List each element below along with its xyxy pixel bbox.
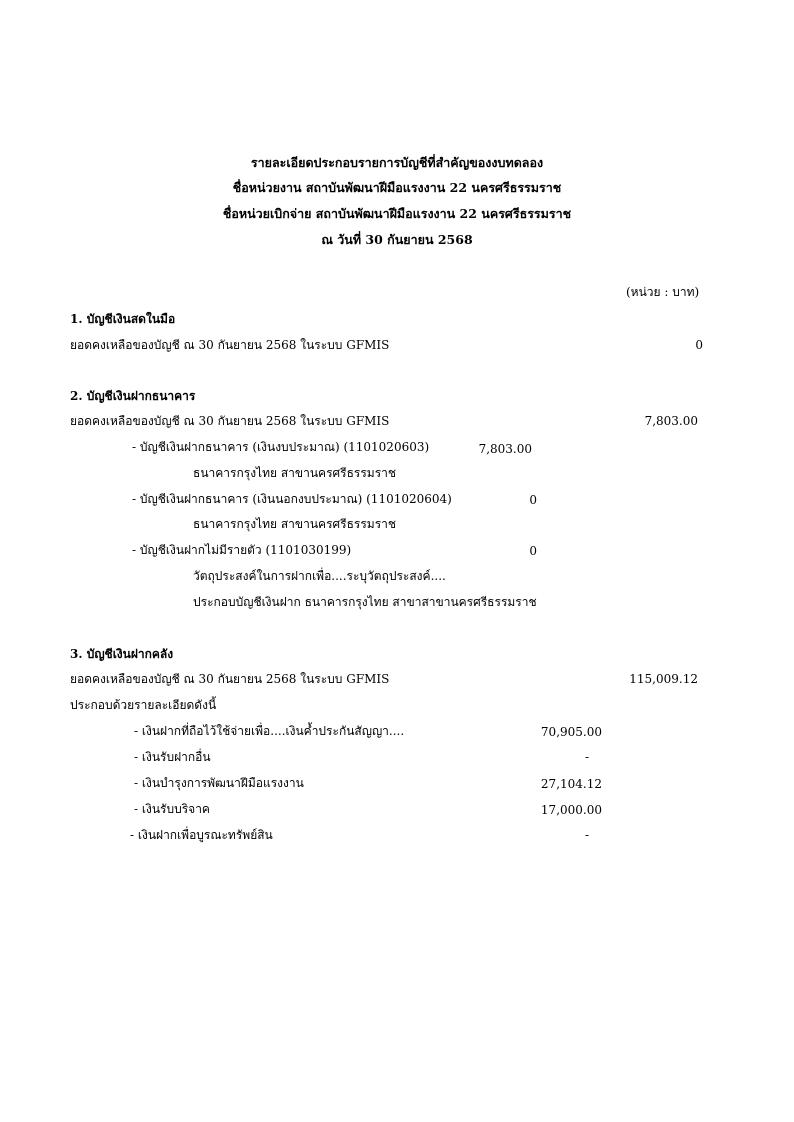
section3-item-value: 17,000.00 xyxy=(540,803,602,817)
section3-item-label: - เงินรับฝากอื่น xyxy=(134,750,211,764)
section3-title: 3. บัญชีเงินฝากคลัง xyxy=(70,647,174,661)
section3-balance-value: 115,009.12 xyxy=(629,672,698,686)
section2-item-value: 0 xyxy=(529,544,537,558)
report-title: รายละเอียดประกอบรายการบัญชีที่สำคัญของงบทดลอง xyxy=(250,155,544,170)
section3-item-label: - เงินบำรุงการพัฒนาฝีมือแรงงาน xyxy=(134,776,304,790)
section1-title: 1. บัญชีเงินสดในมือ xyxy=(70,312,176,326)
section2-item-bank: ธนาคารกรุงไทย สาขานครศรีธรรมราช xyxy=(193,466,397,480)
section2-balance-label: ยอดคงเหลือของบัญชี ณ 30 กันยายน 2568 ในระบบ GFMIS xyxy=(70,414,390,428)
section1-balance-value: 0 xyxy=(695,338,703,352)
section3-item-value: - xyxy=(584,828,589,842)
section3-item-label: - เงินฝากเพื่อบูรณะทรัพย์สิน xyxy=(130,828,273,842)
agency-name: ชื่อหน่วยงาน สถาบันพัฒนาฝีมือแรงงาน 22 นครศรีธรรมราช xyxy=(232,180,562,195)
section3-balance-label: ยอดคงเหลือของบัญชี ณ 30 กันยายน 2568 ในระบบ GFMIS xyxy=(70,672,390,686)
section2-item-value: 0 xyxy=(529,493,537,507)
section3-item-label: - เงินรับบริจาค xyxy=(134,802,210,816)
section2-item-bank: ประกอบบัญชีเงินฝาก ธนาคารกรุงไทย สาขาสาขานครศรีธรรมราช xyxy=(193,595,537,609)
section2-item-purpose: วัตถุประสงค์ในการฝากเพื่อ....ระบุวัตถุประสงค์.... xyxy=(193,569,446,583)
section3-item-value: 70,905.00 xyxy=(540,725,602,739)
disbursing-unit-name: ชื่อหน่วยเบิกจ่าย สถาบันพัฒนาฝีมือแรงงาน 22 นครศรีธรรมราช xyxy=(222,206,572,221)
section2-balance-value: 7,803.00 xyxy=(644,414,698,428)
section3-item-value: - xyxy=(584,750,589,764)
section2-item-value: 7,803.00 xyxy=(478,442,532,456)
section2-item-label: - บัญชีเงินฝากไม่มีรายตัว (1101030199) xyxy=(132,543,352,557)
unit-label: (หน่วย : บาท) xyxy=(626,285,700,299)
section2-item-label: - บัญชีเงินฝากธนาคาร (เงินนอกงบประมาณ) (1101020604) xyxy=(132,492,452,506)
report-date: ณ วันที่ 30 กันยายน 2568 xyxy=(321,232,473,247)
section2-item-bank: ธนาคารกรุงไทย สาขานครศรีธรรมราช xyxy=(193,517,397,531)
section2-title: 2. บัญชีเงินฝากธนาคาร xyxy=(70,389,196,403)
section1-balance-label: ยอดคงเหลือของบัญชี ณ 30 กันยายน 2568 ในระบบ GFMIS xyxy=(70,338,390,352)
section3-detail-label: ประกอบด้วยรายละเอียดดังนี้ xyxy=(70,698,217,712)
section3-item-label: - เงินฝากที่ถือไว้ใช้จ่ายเพื่อ....เงินค้ำประกันสัญญา.... xyxy=(134,724,405,738)
section3-item-value: 27,104.12 xyxy=(540,777,602,791)
section2-item-label: - บัญชีเงินฝากธนาคาร (เงินงบประมาณ) (1101020603) xyxy=(132,440,430,454)
